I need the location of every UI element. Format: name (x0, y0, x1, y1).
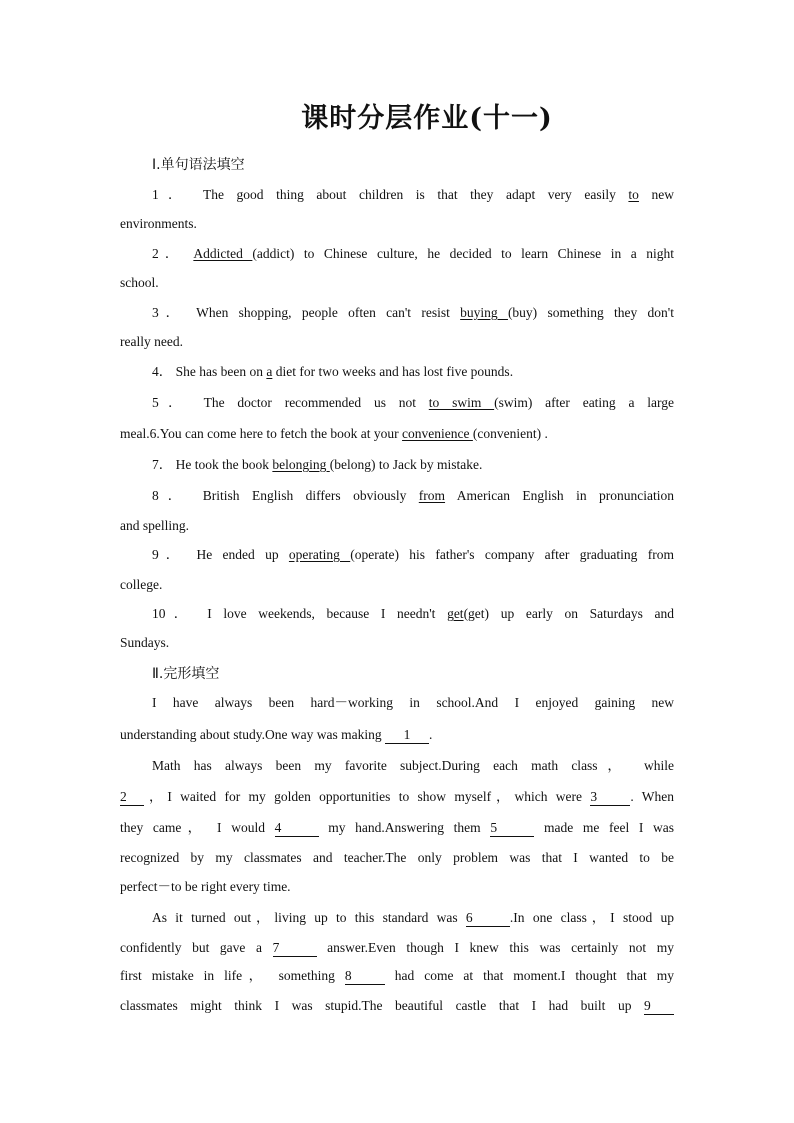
text-segment: confidently but gave a (120, 940, 273, 955)
text-segment: .In one class，I stood up (509, 910, 674, 925)
text-segment: (operate) his father's company after graduating from (350, 547, 674, 562)
question-7 (152, 455, 674, 475)
text-segment: classmates might think I was stupid.The beautiful castle that I had built up (120, 998, 644, 1013)
text-segment: 3． When shopping, people often can't resist (152, 305, 461, 320)
blank-2: 2 (120, 789, 144, 806)
text-segment: first mistake in life， something (120, 968, 345, 983)
blank-1: 1 (385, 727, 429, 744)
cloze-p2-line3 (120, 818, 674, 838)
question-9-cont: college. (120, 577, 163, 592)
text-segment: 1． The good thing about children is that they adapt very easily (152, 187, 629, 202)
cloze-p3-line2 (120, 938, 674, 958)
cloze-p2-line1: Math has always been my favorite subject.During each math class， while (152, 758, 674, 773)
answer-4: a (266, 364, 273, 379)
question-6 (120, 424, 674, 444)
text-segment: diet for two weeks and has lost five pounds. (272, 364, 514, 379)
answer-5: to swim (428, 395, 495, 410)
blank-6: 6 (466, 910, 510, 927)
question-8-cont: and spelling. (120, 518, 189, 533)
answer-7: belonging (272, 457, 330, 472)
answer-8: from (418, 488, 446, 503)
blank-3: 3 (590, 789, 630, 806)
answer-3: buying (460, 305, 508, 320)
text-segment: (buy) something they don't (507, 305, 674, 320)
text-segment: had come at that moment.I thought that my (384, 968, 674, 983)
question-3-cont: really need. (120, 334, 183, 349)
text-segment: 2． (152, 246, 194, 261)
text-segment: (convenient) . (472, 426, 548, 441)
section-heading-grammar: Ⅰ.单句语法填空 (152, 157, 245, 173)
answer-6: convenience (402, 426, 473, 441)
cloze-p2-line5: perfect－to be right every time. (120, 879, 291, 894)
text-segment: new (638, 187, 674, 202)
text-segment: (get) up early on Saturdays and (463, 606, 674, 621)
question-5 (152, 393, 674, 413)
question-9 (152, 545, 674, 565)
question-3 (152, 303, 674, 323)
text-segment: American English in pronunciation (445, 488, 674, 503)
question-10 (152, 604, 674, 624)
answer-1: to (628, 187, 639, 202)
blank-4: 4 (275, 820, 319, 837)
question-2 (152, 244, 674, 264)
section-heading-cloze: Ⅱ.完形填空 (152, 666, 220, 682)
text-segment: (addict) to Chinese culture, he decided to learn Chinese in a night (252, 246, 674, 261)
cloze-p1-line1: I have always been hard－working in school.And I enjoyed gaining new (152, 695, 674, 710)
text-segment: answer.Even though I knew this was certainly not my (316, 940, 674, 955)
text-segment: they came， I would (120, 820, 275, 835)
blank-9: 9 (644, 998, 674, 1015)
text-segment: 9． He ended up (152, 547, 289, 562)
text-segment: 4． She has been on (152, 364, 267, 379)
text-segment: understanding about study.One way was making (120, 727, 385, 742)
cloze-p2-line4: recognized by my classmates and teacher.The only problem was that I wanted to be (120, 850, 674, 865)
cloze-p2-line2 (120, 787, 674, 807)
cloze-p3-line3 (120, 966, 674, 986)
text-segment: 5． The doctor recommended us not (152, 395, 429, 410)
text-segment: As it turned out，living up to this standard was (152, 910, 466, 925)
blank-5: 5 (490, 820, 534, 837)
question-1-cont: environments. (120, 216, 197, 231)
question-8 (152, 486, 674, 506)
cloze-p1-line2 (120, 725, 674, 745)
text-segment: my hand.Answering them (318, 820, 491, 835)
cloze-p3-line4 (120, 996, 674, 1016)
answer-9: operating (288, 547, 351, 562)
text-segment: 7． He took the book (152, 457, 273, 472)
text-segment: (swim) after eating a large (494, 395, 674, 410)
blank-8: 8 (345, 968, 385, 985)
text-segment: (belong) to Jack by mistake. (329, 457, 483, 472)
text-segment: meal.6.You can come here to fetch the book at your (120, 426, 403, 441)
answer-10: get (447, 606, 464, 621)
question-2-cont: school. (120, 275, 159, 290)
text-segment: 10． I love weekends, because I needn't (152, 606, 448, 621)
cloze-p3-line1 (152, 908, 674, 928)
blank-7: 7 (273, 940, 317, 957)
page-title: 课时分层作业(十一) (301, 103, 553, 134)
text-segment: . (428, 727, 433, 742)
text-segment: made me feel I was (534, 820, 675, 835)
question-4 (152, 362, 674, 382)
text-segment: . When (630, 789, 674, 804)
text-segment: 8． British English differs obviously (152, 488, 419, 503)
question-1 (152, 185, 674, 205)
question-10-cont: Sundays. (120, 635, 170, 650)
text-segment: ，I waited for my golden opportunities to show myself，which were (144, 789, 591, 804)
answer-2: Addicted (193, 246, 253, 261)
